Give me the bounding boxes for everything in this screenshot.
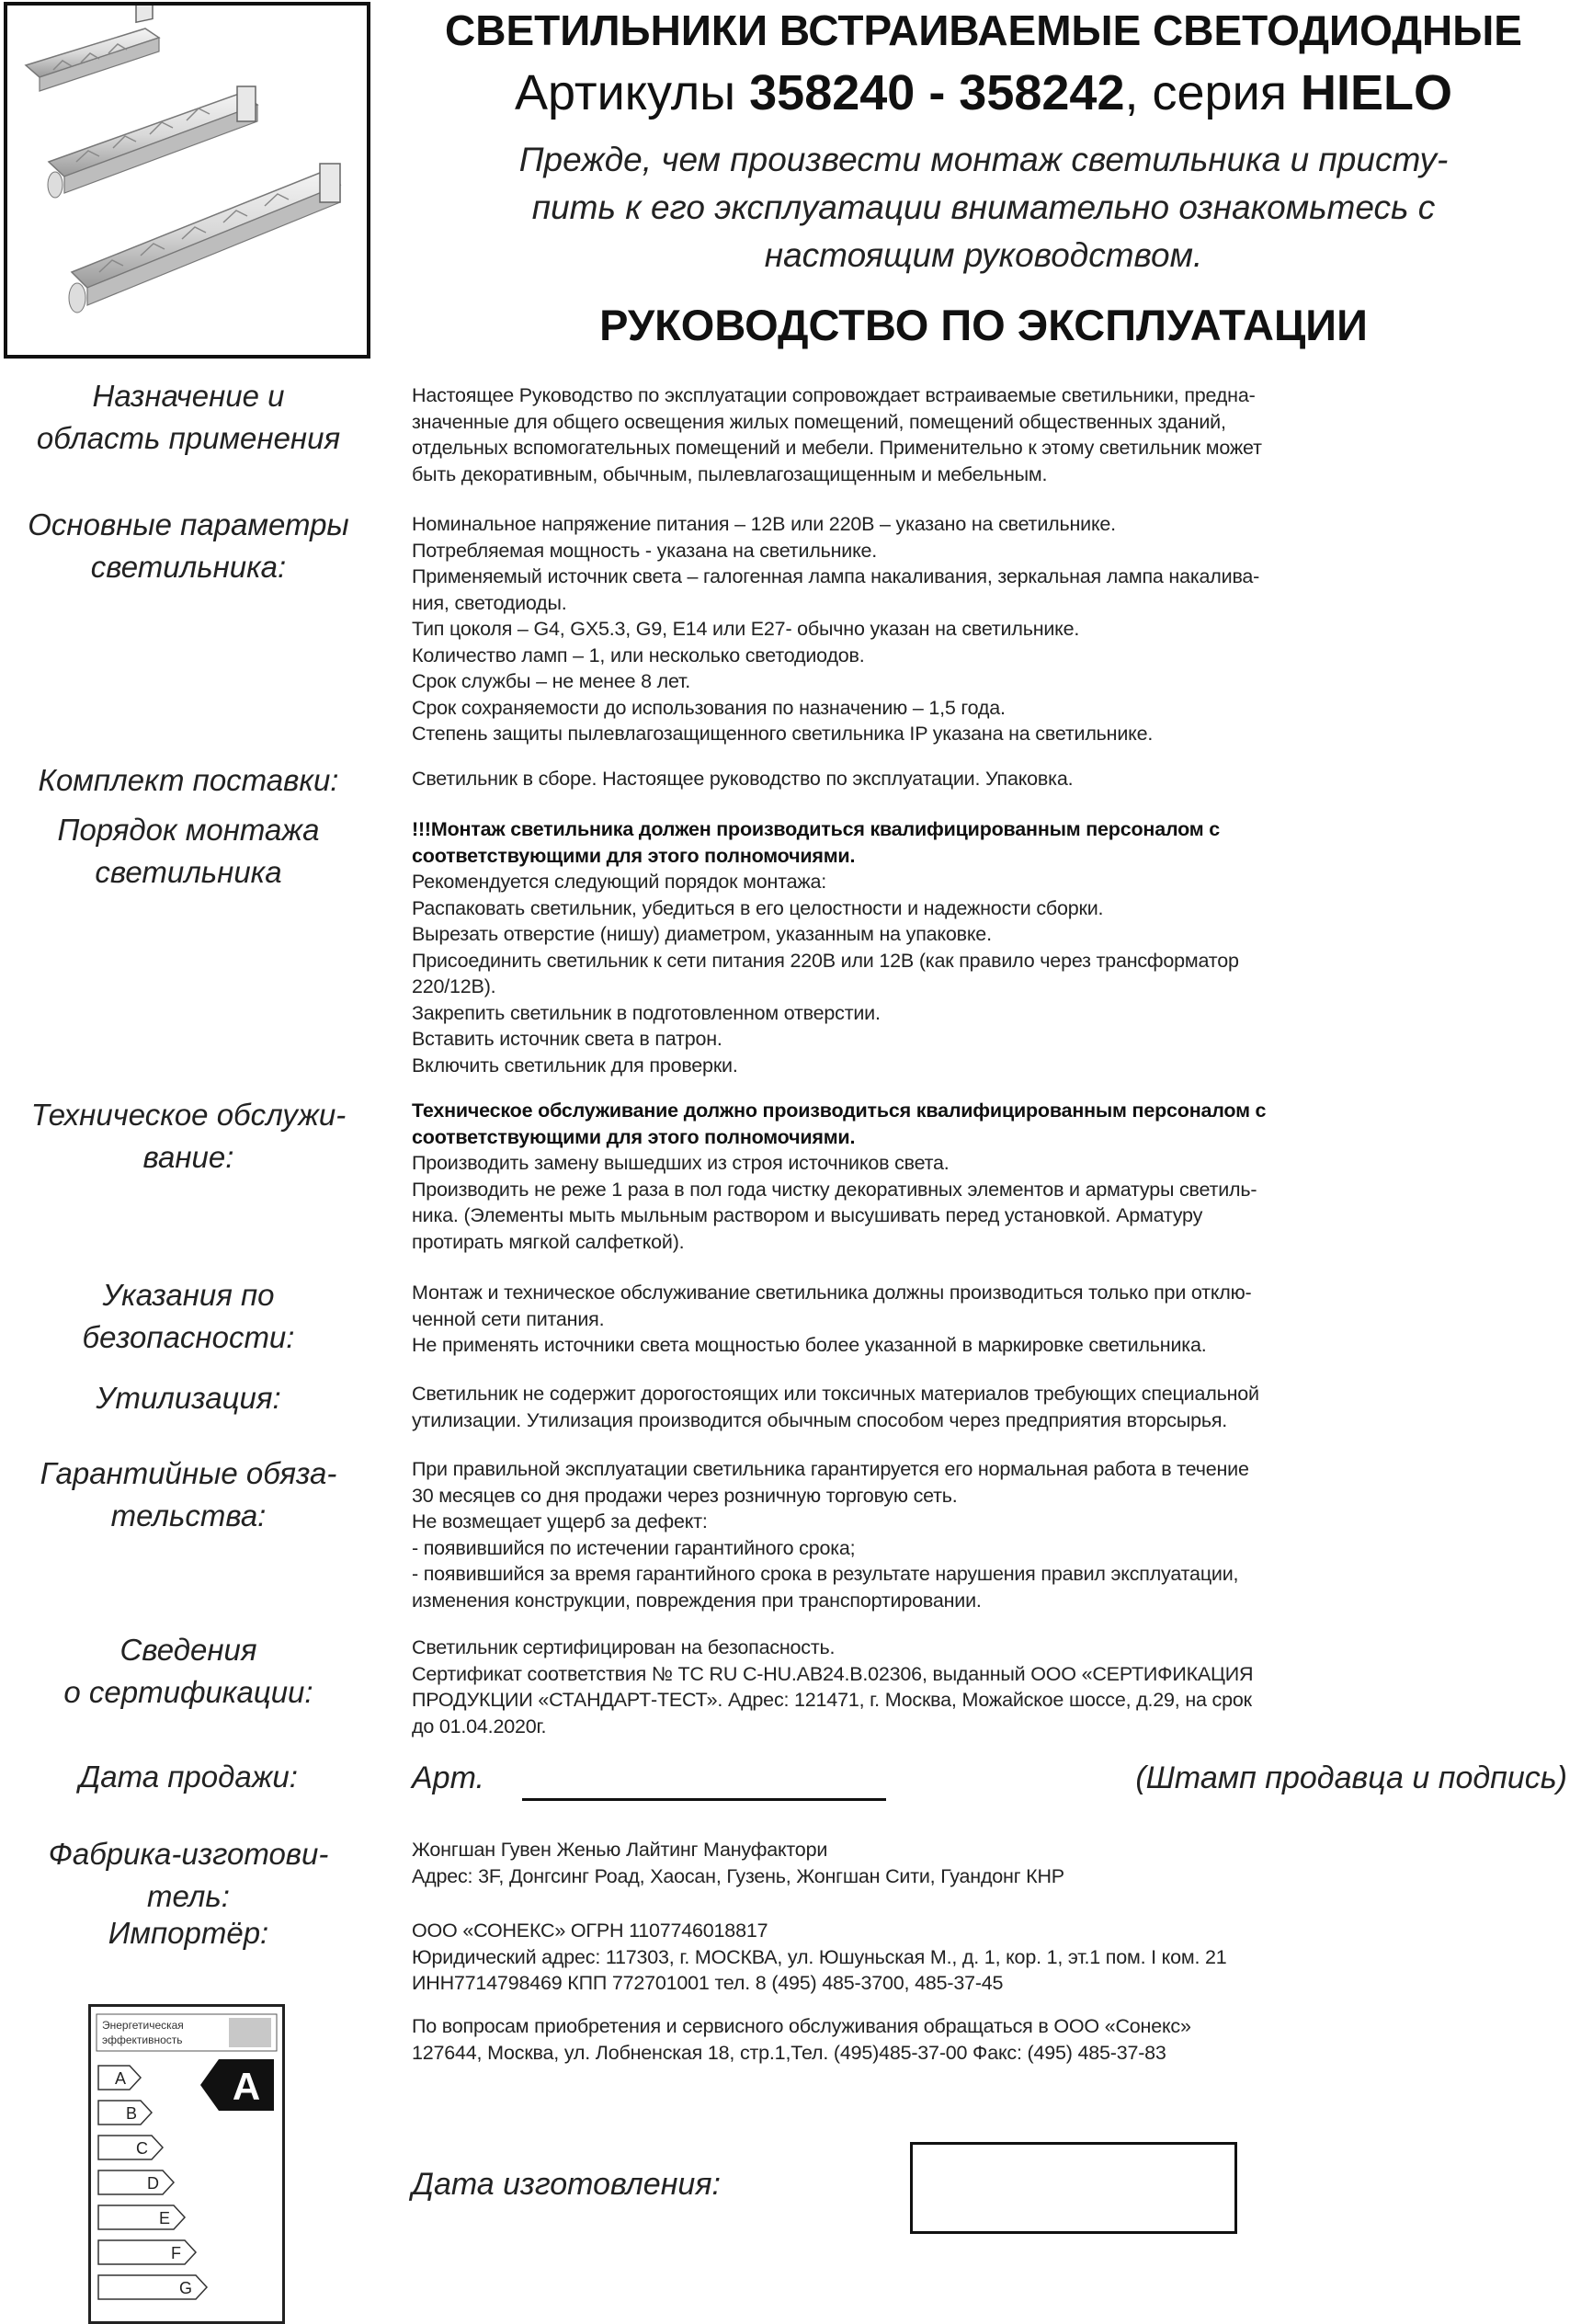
- content-line: Производить замену вышедших из строя источников света.: [412, 1152, 950, 1174]
- manual-title: РУКОВОДСТВО ПО ЭКСПЛУАТАЦИИ: [599, 301, 1368, 349]
- content-line: Монтаж и техническое обслуживание светильника должны производиться только при отклю-: [412, 1282, 1252, 1304]
- article-label: Арт.: [412, 1760, 484, 1795]
- seller-stamp-label: (Штамп продавца и подпись): [1135, 1760, 1567, 1795]
- label-line: тель:: [147, 1879, 230, 1913]
- content-line: Производить не реже 1 раза в пол года чистку декоративных элементов и арматуры светиль-: [412, 1178, 1257, 1201]
- content-line: ПРОДУКЦИИ «СТАНДАРТ-ТЕСТ». Адрес: 121471, г. Москва, Можайское шоссе, д.29, на срок: [412, 1689, 1252, 1711]
- content-line: Закрепить светильник в подготовленном отверстии.: [412, 1001, 881, 1024]
- section-label-importer: [0, 1912, 377, 1954]
- section-label-maintenance: [0, 1094, 377, 1179]
- content-line: 30 месяцев со дня продажи через розничную торговую сеть.: [412, 1484, 958, 1507]
- intro-text: [404, 136, 1563, 279]
- label-line: вание:: [142, 1140, 234, 1174]
- product-photo: [4, 2, 370, 359]
- label-line: Указания по: [102, 1278, 275, 1312]
- energy-class-letter: E: [158, 2209, 170, 2227]
- content-line: Сертификат соответствия № ТС RU C-HU.АВ24.В.02306, выданный ООО «СЕРТИФИКАЦИЯ: [412, 1662, 1254, 1685]
- section-content-parameters: [412, 511, 1561, 747]
- content-line-bold: соответствующими для этого полномочиями.: [412, 844, 856, 867]
- content-line: Распаковать светильник, убедиться в его целостности и надежности сборки.: [412, 896, 1104, 919]
- content-line: Адрес: 3F, Донгсинг Роад, Хаосан, Гузень, Жонгшан Сити, Гуандонг КНР: [412, 1864, 1064, 1887]
- content-line: утилизации. Утилизация производится обычным способом через предприятия вторсырья.: [412, 1408, 1228, 1431]
- energy-class-letter: C: [136, 2139, 148, 2158]
- section-label-manufacturer: [0, 1833, 377, 1918]
- energy-class-letter: B: [125, 2104, 137, 2123]
- content-line: отдельных вспомогательных помещений и мебели. Применительно к этому светильник может: [412, 437, 1262, 459]
- content-line: быть декоративным, обычным, пылевлагозащищенным и мебельным.: [412, 462, 1048, 485]
- content-line: ченной сети питания.: [412, 1307, 605, 1330]
- energy-class-bar: [98, 2240, 196, 2264]
- content-line: Юридический адрес: 117303, г. МОСКВА, ул. Юшуньская М., д. 1, кор. 1, эт.1 пом. I ком. 21: [412, 1945, 1227, 1968]
- content-line: Срок службы – не менее 8 лет.: [412, 670, 691, 692]
- content-line: 220/12В).: [412, 975, 496, 997]
- articles-numbers: 358240 - 358242: [749, 65, 1125, 120]
- content-line-bold: Техническое обслуживание должно производиться квалифицированным персоналом с: [412, 1099, 1267, 1122]
- label-line: Гарантийные обяза-: [40, 1456, 337, 1490]
- label-line: Назначение и: [92, 379, 285, 413]
- luminaire-long: [69, 164, 340, 313]
- label-line: тельства:: [110, 1498, 267, 1532]
- section-content-warranty: [412, 1456, 1561, 1613]
- series-name: HIELO: [1300, 65, 1452, 120]
- label-line: Импортёр:: [108, 1916, 269, 1950]
- document-title: СВЕТИЛЬНИКИ ВСТРАИВАЕМЫЕ СВЕТОДИОДНЫЕ: [445, 6, 1522, 54]
- label-line: Порядок монтажа: [57, 813, 320, 847]
- content-line: Не применять источники света мощностью более указанной в маркировке светильника.: [412, 1334, 1207, 1356]
- content-line: значенные для общего освещения жилых помещений, помещений общественных зданий,: [412, 410, 1226, 433]
- efficiency-rating: A: [232, 2065, 261, 2108]
- section-content-service-contacts: [412, 2013, 1561, 2066]
- label-line: о сертификации:: [63, 1675, 313, 1709]
- content-line: Потребляемая мощность - указана на светильнике.: [412, 539, 878, 562]
- luminaire-medium: [48, 86, 257, 198]
- section-label-installation: [0, 809, 377, 894]
- content-line-bold: !!!Монтаж светильника должен производиться квалифицированным персоналом с: [412, 818, 1221, 840]
- content-line: ния, светодиоды.: [412, 591, 567, 614]
- articles-line: [386, 64, 1581, 121]
- section-label-warranty: [0, 1452, 377, 1537]
- content-line: Не возмещает ущерб за дефект:: [412, 1510, 708, 1532]
- content-line: Степень защиты пылевлагозащищенного светильника IP указана на светильнике.: [412, 723, 1154, 745]
- energy-header-line: эффективность: [102, 2034, 183, 2046]
- series-prefix: , серия: [1124, 65, 1301, 120]
- label-line: безопасности:: [82, 1320, 295, 1354]
- content-line: Применяемый источник света – галогенная лампа накаливания, зеркальная лампа накалива-: [412, 565, 1260, 587]
- content-line: Жонгшан Гувен Женью Лайтинг Мануфактори: [412, 1839, 828, 1861]
- section-content-maintenance: [412, 1098, 1561, 1255]
- content-line: ника. (Элементы мыть мыльным раствором и высушивать перед установкой. Арматуру: [412, 1204, 1203, 1226]
- content-line: Светильник в сборе. Настоящее руководство по эксплуатации. Упаковка.: [412, 768, 1074, 790]
- content-line-bold: соответствующими для этого полномочиями.: [412, 1125, 856, 1148]
- content-line: Включить светильник для проверки.: [412, 1054, 738, 1077]
- content-line: Светильник сертифицирован на безопасность.: [412, 1636, 836, 1658]
- content-line: Рекомендуется следующий порядок монтажа:: [412, 871, 827, 893]
- energy-header-line: Энергетическая: [102, 2019, 184, 2032]
- content-line: протирать мягкой салфеткой).: [412, 1230, 685, 1253]
- article-fill-line[interactable]: [522, 1798, 886, 1801]
- content-line: Вырезать отверстие (нишу) диаметром, указанным на упаковке.: [412, 923, 992, 945]
- luminaires-illustration: [7, 6, 367, 355]
- content-line: - появившийся по истечении гарантийного срока;: [412, 1536, 856, 1559]
- label-line: Сведения: [119, 1633, 257, 1667]
- section-content-certification: [412, 1635, 1561, 1739]
- content-line: При правильной эксплуатации светильника гарантируется его нормальная работа в течение: [412, 1458, 1249, 1480]
- articles-prefix: Артикулы: [514, 65, 750, 120]
- content-line: Номинальное напряжение питания – 12В или 220В – указано на светильнике.: [412, 513, 1116, 535]
- energy-class-letter: F: [171, 2244, 181, 2262]
- content-line: Присоединить светильник к сети питания 220В или 12В (как правило через трансформатор: [412, 949, 1239, 972]
- content-line: ИНН7714798469 КПП 772701001 тел. 8 (495) 485-3700, 485-37-45: [412, 1972, 1004, 1994]
- section-label-sale-date: Дата продажи:: [79, 1760, 298, 1794]
- section-label-disposal: [0, 1377, 377, 1419]
- section-content-safety: [412, 1280, 1561, 1359]
- content-line: Срок сохраняемости до использования по назначению – 1,5 года.: [412, 696, 1006, 719]
- section-content-manufacturer: [412, 1837, 1561, 1889]
- energy-scale-graphic: [91, 2007, 282, 2321]
- luminaire-small: [26, 6, 159, 91]
- content-line: Настоящее Руководство по эксплуатации сопровождает встраиваемые светильники, предна-: [412, 384, 1256, 406]
- section-label-package: [0, 759, 377, 802]
- label-line: Фабрика-изготови-: [48, 1837, 329, 1871]
- efficiency-rating-badge: [200, 2059, 274, 2111]
- intro-line: настоящим руководством.: [764, 236, 1203, 274]
- content-line: По вопросам приобретения и сервисного обслуживания обращаться в ООО «Сонекс»: [412, 2015, 1191, 2037]
- energy-class-bars: [98, 2066, 207, 2299]
- content-line: - появившийся за время гарантийного срока в результате нарушения правил эксплуатации,: [412, 1563, 1239, 1585]
- section-label-safety: [0, 1274, 377, 1359]
- label-line: светильника:: [90, 550, 287, 584]
- content-line: 127644, Москва, ул. Лобненская 18, стр.1,Тел. (495)485-37-00 Факс: (495) 485-37-83: [412, 2041, 1166, 2064]
- content-line: Светильник не содержит дорогостоящих или токсичных материалов требующих специальной: [412, 1383, 1259, 1405]
- section-label-parameters: [0, 504, 377, 588]
- label-line: область применения: [36, 421, 341, 455]
- energy-class-bar: [98, 2136, 163, 2159]
- energy-class-bar: [98, 2205, 185, 2229]
- manufacture-date-label: Дата изготовления:: [412, 2167, 721, 2202]
- section-label-purpose: [0, 375, 377, 460]
- section-content-disposal: [412, 1381, 1561, 1433]
- label-line: Комплект поставки:: [38, 763, 339, 797]
- section-content-importer: [412, 1918, 1561, 1997]
- section-content-installation: [412, 816, 1561, 1078]
- section-content-purpose: [412, 382, 1561, 487]
- section-content-package: [412, 766, 1561, 792]
- intro-line: пить к его эксплуатации внимательно ознакомьтесь с: [531, 188, 1436, 226]
- manufacture-date-box[interactable]: [910, 2142, 1237, 2234]
- content-line: Вставить источник света в патрон.: [412, 1028, 722, 1050]
- energy-class-letter: D: [147, 2174, 159, 2193]
- content-line: ООО «СОНЕКС» ОГРН 1107746018817: [412, 1920, 768, 1942]
- content-line: до 01.04.2020г.: [412, 1715, 547, 1737]
- label-line: Основные параметры: [28, 507, 349, 541]
- intro-line: Прежде, чем произвести монтаж светильника и присту-: [518, 141, 1449, 178]
- energy-class-bar: [98, 2170, 174, 2194]
- label-line: Утилизация:: [96, 1381, 281, 1415]
- energy-efficiency-label: [88, 2004, 285, 2324]
- label-line: светильника: [95, 855, 282, 889]
- section-label-certification: [0, 1629, 377, 1714]
- energy-class-letter: G: [178, 2279, 192, 2297]
- content-line: Тип цоколя – G4, GX5.3, G9, E14 или E27- обычно указан на светильнике.: [412, 618, 1080, 640]
- energy-class-letter: A: [114, 2069, 126, 2088]
- content-line: Количество ламп – 1, или несколько светодиодов.: [412, 644, 865, 666]
- label-line: Техническое обслужи-: [30, 1098, 347, 1132]
- content-line: изменения конструкции, повреждения при транспортировании.: [412, 1589, 982, 1612]
